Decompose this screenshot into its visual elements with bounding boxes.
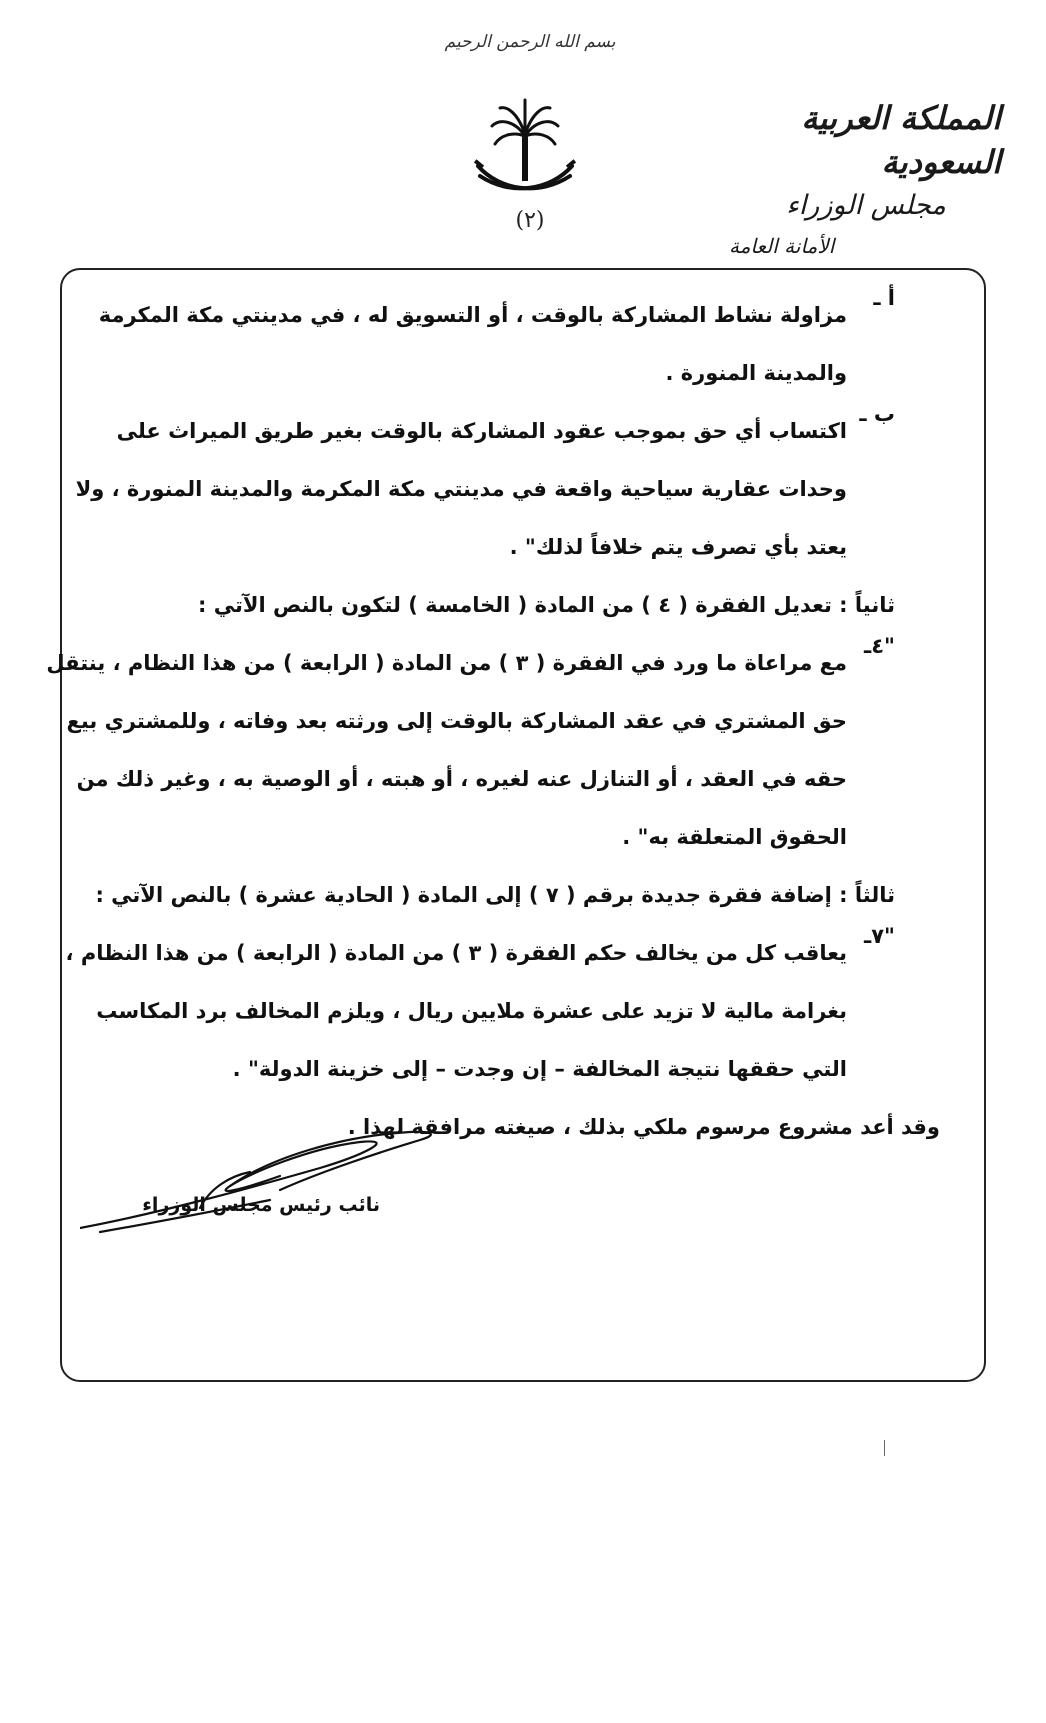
third-clause [65, 924, 895, 1098]
second-clause [46, 634, 895, 866]
second-clause-line: الحقوق المتعلقة به" . [622, 825, 847, 849]
third-clause-marker: "٧ـ [864, 924, 895, 948]
council-name: مجلس الوزراء [786, 190, 946, 221]
second-clause-line: حقه في العقد ، أو التنازل عنه لغيره ، أو هبته ، أو الوصية به ، وغير ذلك من [76, 767, 847, 791]
second-clause-line: مع مراعاة ما ورد في الفقرة ( ٣ ) من المادة ( الرابعة ) من هذا النظام ، ينتقل [46, 651, 847, 675]
document-body [46, 286, 940, 1156]
item-a-marker: أ ـ [873, 286, 895, 310]
third-clause-line: التي حققها نتيجة المخالفة – إن وجدت – إلى خزينة الدولة" . [232, 1057, 847, 1081]
signer-title: نائب رئيس مجلس الوزراء [142, 1194, 380, 1216]
kingdom-name: المملكة العربية السعودية [801, 99, 1001, 181]
margin-mark [884, 1440, 885, 1456]
palm-and-swords-emblem-icon [470, 96, 580, 206]
basmala: بسم الله الرحمن الرحيم [444, 32, 616, 52]
item-b-line: يعتد بأي تصرف يتم خلافاً لذلك" . [509, 535, 847, 559]
closing-statement: وقد أعد مشروع مرسوم ملكي بذلك ، صيغته مرافقة لهذا . [347, 1115, 940, 1139]
item-a-line: مزاولة نشاط المشاركة بالوقت ، أو التسويق له ، في مدينتي مكة المكرمة [98, 303, 847, 327]
item-a-line: والمدينة المنورة . [665, 361, 847, 385]
section-heading-third: ثالثاً : إضافة فقرة جديدة برقم ( ٧ ) إلى المادة ( الحادية عشرة ) بالنص الآتي : [95, 883, 895, 907]
item-b-line: وحدات عقارية سياحية واقعة في مدينتي مكة المكرمة والمدينة المنورة ، ولا [75, 477, 847, 501]
third-clause-line: بغرامة مالية لا تزيد على عشرة ملايين ريال ، ويلزم المخالف برد المكاسب [96, 999, 847, 1023]
item-a [75, 286, 895, 402]
general-secretariat: الأمانة العامة [729, 234, 835, 258]
letterhead [711, 96, 1001, 264]
handwritten-signature-icon [80, 1128, 480, 1238]
item-b-line: اكتساب أي حق بموجب عقود المشاركة بالوقت بغير طريق الميراث على [116, 419, 847, 443]
section-heading-second: ثانياً : تعديل الفقرة ( ٤ ) من المادة ( الخامسة ) لتكون بالنص الآتي : [197, 593, 895, 617]
item-b [75, 402, 895, 576]
third-clause-line: يعاقب كل من يخالف حكم الفقرة ( ٣ ) من المادة ( الرابعة ) من هذا النظام ، [65, 941, 847, 965]
second-clause-line: حق المشتري في عقد المشاركة بالوقت إلى ورثته بعد وفاته ، وللمشتري بيع [66, 709, 847, 733]
signature-block [80, 1128, 480, 1278]
page-number: (٢) [515, 208, 545, 233]
second-clause-marker: "٤ـ [864, 634, 895, 658]
item-b-marker: ب ـ [859, 402, 895, 426]
